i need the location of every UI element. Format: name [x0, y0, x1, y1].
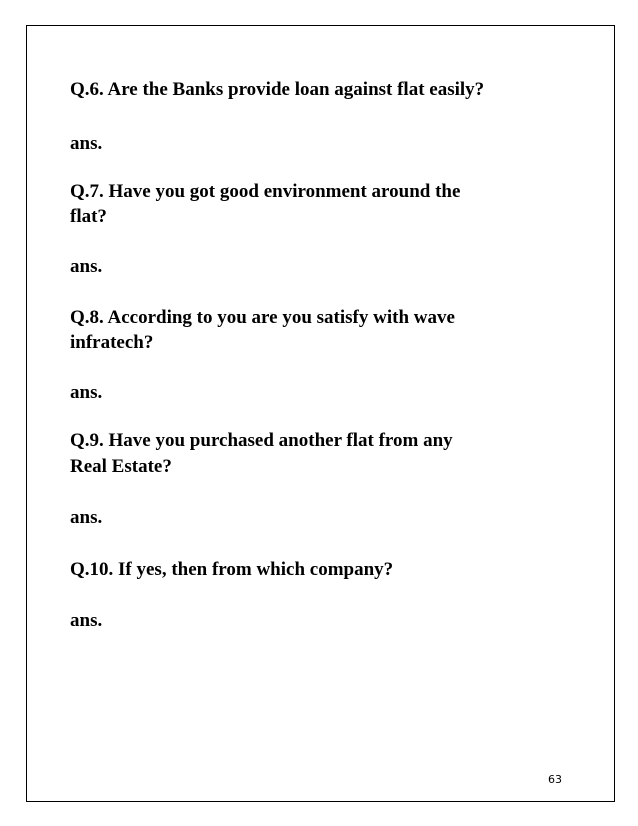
answer-10: ans.	[70, 610, 103, 631]
question-7-line1: Q.7. Have you got good environment around the	[70, 181, 461, 202]
answer-6: ans.	[70, 133, 103, 154]
question-9-line2: Real Estate?	[70, 456, 172, 477]
page-number: 63	[548, 773, 562, 786]
answer-8: ans.	[70, 382, 103, 403]
question-8-line1: Q.8. According to you are you satisfy with wave	[70, 307, 455, 328]
question-10: Q.10. If yes, then from which company?	[70, 559, 394, 580]
question-7-line2: flat?	[70, 206, 107, 227]
page-border	[26, 25, 615, 802]
question-6: Q.6. Are the Banks provide loan against flat easily?	[70, 79, 485, 100]
question-8-line2: infratech?	[70, 332, 154, 353]
answer-9: ans.	[70, 507, 103, 528]
question-9-line1: Q.9. Have you purchased another flat from any	[70, 430, 453, 451]
answer-7: ans.	[70, 256, 103, 277]
